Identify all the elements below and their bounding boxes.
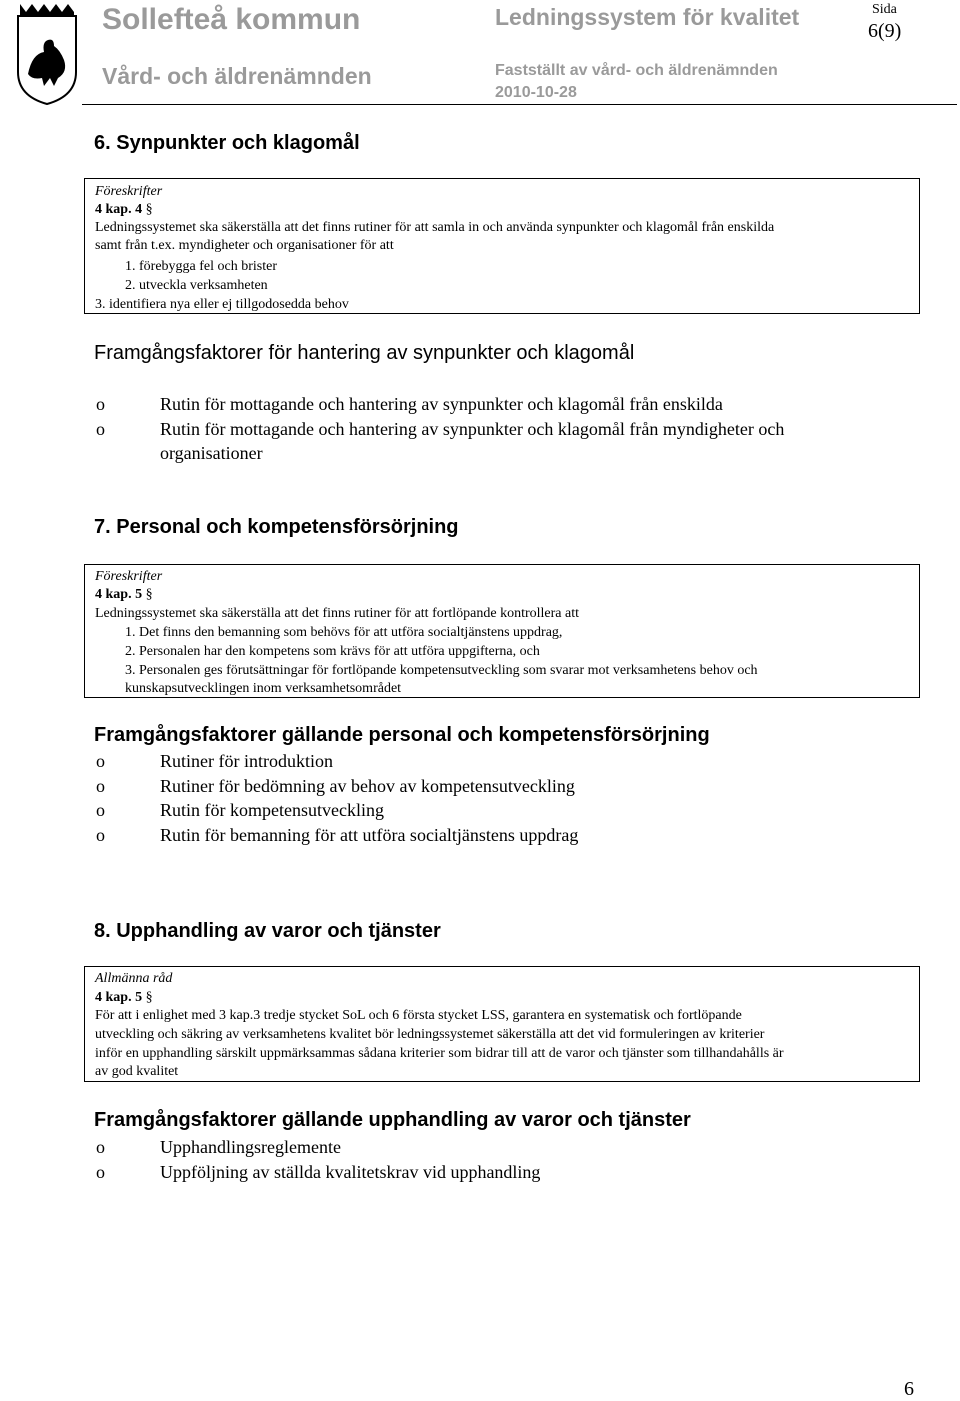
regulation-list-item: 1. Det finns den bemanning som behövs för att utföra socialtjänstens uppdrag, <box>125 625 563 640</box>
section-7-factors-heading: Framgångsfaktorer gällande personal och kompetensförsörjning <box>94 724 710 746</box>
section-6-factors-list <box>96 392 926 466</box>
advice-text-line: inför en upphandling särskilt uppmärksammas sådana kriterier som bidrar till att de varor och tjänster som tillhandahålls är <box>95 1046 784 1061</box>
regulation-ref: 4 kap. 4 § <box>95 202 153 217</box>
regulation-list-item: 2. Personalen har den kompetens som krävs för att utföra uppgifterna, och <box>125 644 540 659</box>
advice-ref: 4 kap. 5 § <box>95 990 153 1005</box>
section-7-regulation-box <box>84 564 920 698</box>
department-name: Vård- och äldrenämnden <box>102 63 372 89</box>
regulation-text-line: Ledningssystemet ska säkerställa att det finns rutiner för att samla in och använda synpunkter och klagomål från enskilda <box>95 220 775 235</box>
list-item: o Rutin för kompetensutveckling <box>96 800 384 820</box>
list-item: o Rutiner för introduktion <box>96 751 333 771</box>
list-item: o Rutin för bemanning för att utföra socialtjänstens uppdrag <box>96 824 579 845</box>
list-item-continuation: organisationer <box>160 443 263 463</box>
document-system-title: Ledningssystem för kvalitet <box>495 4 800 30</box>
list-item: o Rutin för mottagande och hantering av synpunkter och klagomål från enskilda <box>96 394 723 414</box>
section-8-heading: 8. Upphandling av varor och tjänster <box>94 920 441 942</box>
established-date: 2010-10-28 <box>495 84 577 101</box>
list-item: o Uppföljning av ställda kvalitetskrav vid upphandling <box>96 1161 541 1182</box>
list-item: o Rutin för mottagande och hantering av synpunkter och klagomål från myndigheter och <box>96 418 785 439</box>
municipal-crest-logo <box>14 2 80 106</box>
section-8-factors-heading: Framgångsfaktorer gällande upphandling av varor och tjänster <box>94 1109 691 1131</box>
advice-text-line: utveckling och säkring av verksamhetens kvalitet bör ledningssystemet säkerställa att det vid formuleringen av kriterier <box>95 1027 765 1042</box>
regulation-text-line: Ledningssystemet ska säkerställa att det finns rutiner för att fortlöpande kontrollera att <box>95 606 580 621</box>
list-item: o Upphandlingsreglemente <box>96 1137 341 1157</box>
regulation-kind: Föreskrifter <box>95 569 163 584</box>
section-7-heading: 7. Personal och kompetensförsörjning <box>94 516 459 538</box>
regulation-list-item: 1. förebygga fel och brister <box>125 259 277 274</box>
section-7-factors-list <box>96 749 926 847</box>
list-item: o Rutiner för bedömning av behov av kompetensutveckling <box>96 775 575 796</box>
section-6-factors-heading: Framgångsfaktorer för hantering av synpunkter och klagomål <box>94 342 635 364</box>
advice-kind: Allmänna råd <box>95 971 173 986</box>
regulation-kind: Föreskrifter <box>95 184 163 199</box>
section-6-regulation-box <box>84 178 920 314</box>
established-by: Fastställt av vård- och äldrenämnden <box>495 62 778 79</box>
section-8-advice-box <box>84 966 920 1082</box>
advice-text-line: av god kvalitet <box>95 1064 179 1079</box>
advice-text-line: För att i enlighet med 3 kap.3 tredje stycket SoL och 6 första stycket LSS, garantera en systematisk och fortlöpande <box>95 1008 742 1023</box>
regulation-ref: 4 kap. 5 § <box>95 587 153 602</box>
regulation-list-item: 3. identifiera nya eller ej tillgodosedda behov <box>95 297 349 312</box>
section-6-heading: 6. Synpunkter och klagomål <box>94 132 360 154</box>
footer-page-number: 6 <box>904 1378 914 1400</box>
regulation-list-item: 3. Personalen ges förutsättningar för fortlöpande kompetensutveckling som svarar mot verksamhetens behov och <box>125 663 758 678</box>
regulation-list-item-continuation: kunskapsutvecklingen inom verksamhetsområdet <box>125 681 402 696</box>
page-number: 6(9) <box>868 20 902 42</box>
page-label: Sida <box>872 2 897 17</box>
regulation-text-line: samt från t.ex. myndigheter och organisationer för att <box>95 238 394 253</box>
regulation-list-item: 2. utveckla verksamheten <box>125 278 268 293</box>
organization-name: Sollefteå kommun <box>102 3 361 36</box>
section-8-factors-list <box>96 1135 926 1184</box>
header-divider <box>82 104 957 105</box>
